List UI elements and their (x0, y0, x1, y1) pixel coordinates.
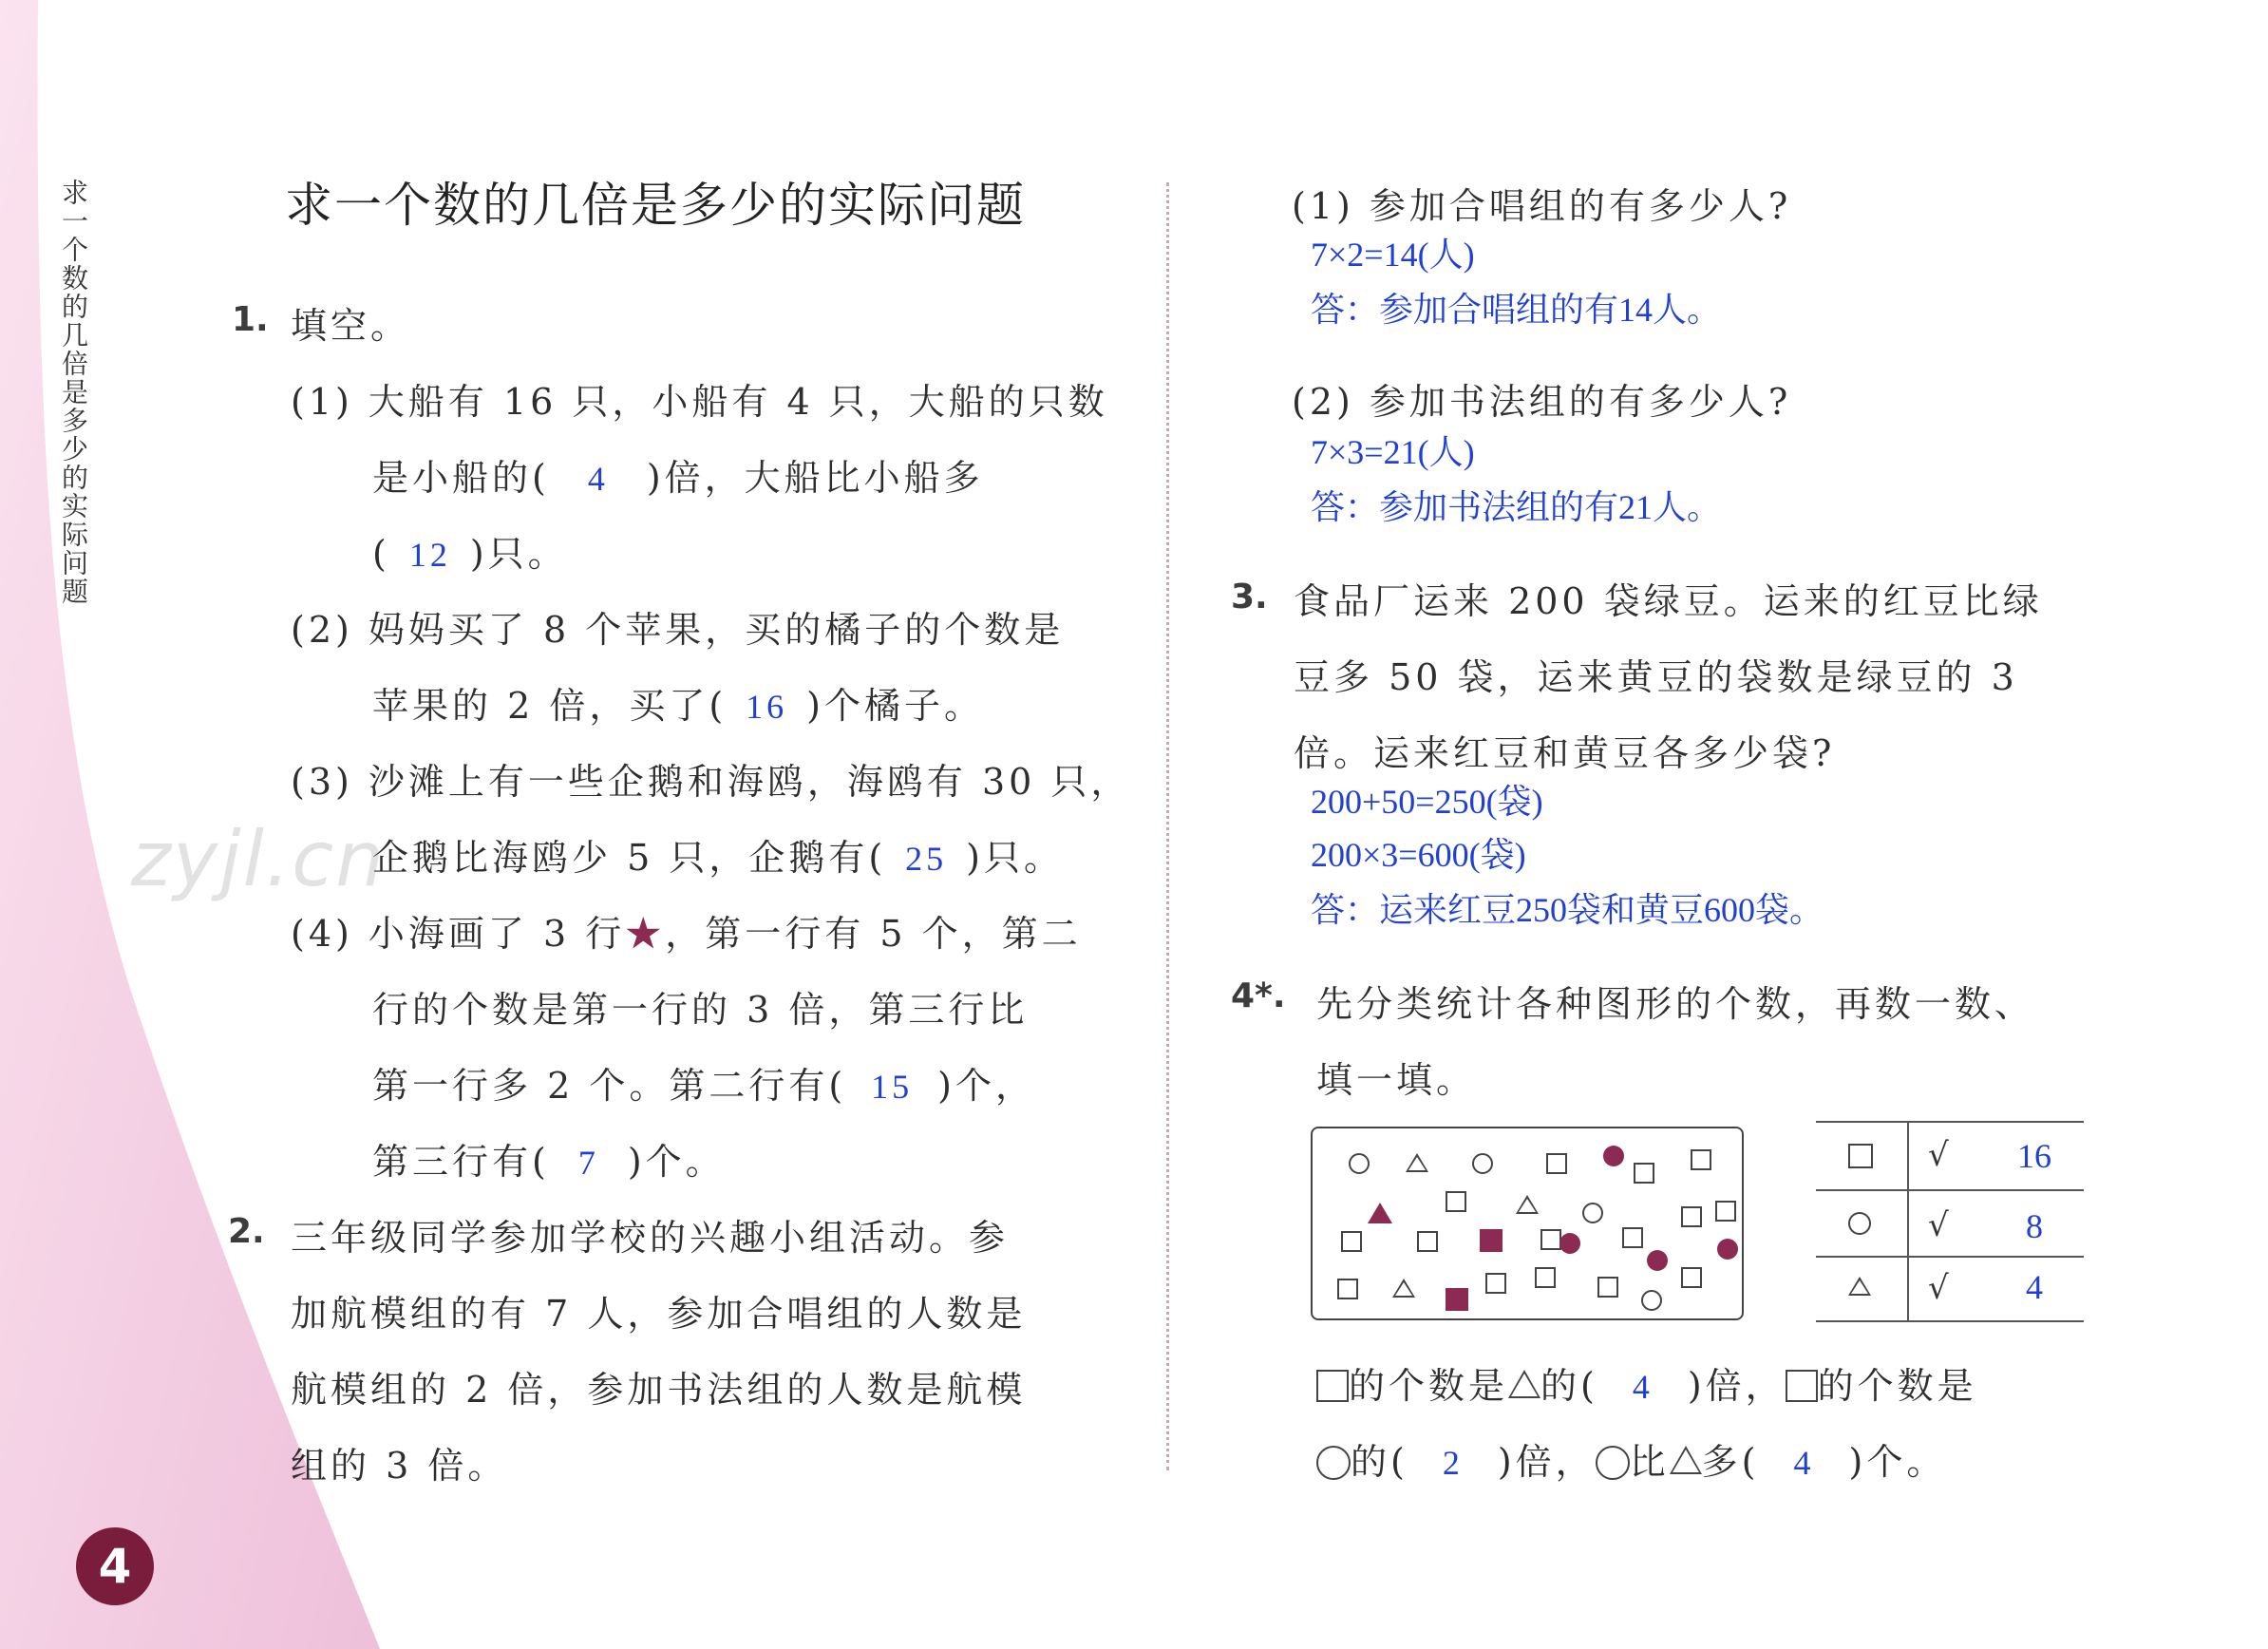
triangle-icon (1516, 1195, 1539, 1214)
q1-p2-line1: (2) 妈妈买了 8 个苹果，买的橘子的个数是 (291, 609, 1065, 651)
square-filled-icon (1480, 1229, 1503, 1252)
triangle-icon (1670, 1446, 1702, 1474)
check-icon: √ (1928, 1136, 1949, 1174)
circle-icon (1596, 1446, 1630, 1480)
q4-fill-line1 (1316, 1356, 1977, 1409)
q4-fill-line2 (1316, 1432, 1946, 1485)
q3-calc2: 200×3=600(袋) (1311, 836, 1526, 874)
q2-sub1-calc: 7×2=14(人) (1311, 236, 1475, 274)
circle-filled-icon (1717, 1239, 1738, 1260)
q3-calc1: 200+50=250(袋) (1311, 783, 1543, 821)
square-icon (1540, 1229, 1561, 1250)
circle-icon (1641, 1290, 1662, 1311)
circle-filled-icon (1603, 1146, 1624, 1166)
answer-blank: 4 (1632, 1368, 1654, 1406)
square-icon (1715, 1201, 1736, 1222)
q1-p2-line2 (372, 676, 984, 729)
answer-blank: 16 (746, 688, 788, 726)
q1-p4-line2: 行的个数是第一行的 3 倍，第三行比 (372, 989, 1029, 1031)
answer-blank: 4 (1793, 1444, 1815, 1482)
square-icon (1446, 1191, 1466, 1212)
q2-sub2-calc: 7×3=21(人) (1311, 433, 1475, 471)
square-icon (1786, 1370, 1818, 1402)
circle-icon (1349, 1153, 1370, 1174)
text: )倍， (1687, 1365, 1786, 1407)
q2-line: 加航模组的有 7 人，参加合唱组的人数是 (291, 1293, 1027, 1335)
q3-number: 3. (1231, 578, 1268, 616)
table-divider (1907, 1121, 1909, 1322)
text: )个。 (627, 1141, 726, 1183)
q2-line: 航模组的 2 倍，参加书法组的人数是航模 (291, 1369, 1027, 1411)
q2-sub2-question: (2) 参加书法组的有多少人? (1292, 381, 1792, 423)
q3-answer: 答：运来红豆250袋和黄豆600袋。 (1311, 891, 1824, 929)
triangle-count: 4 (2026, 1268, 2043, 1306)
q3-line: 倍。运来红豆和黄豆各多少袋? (1294, 732, 1836, 774)
answer-blank: 12 (408, 536, 451, 574)
text: )倍，大船比小船多 (646, 457, 984, 499)
q1-p4-line3 (372, 1056, 1035, 1109)
q4-line1: 先分类统计各种图形的个数，再数一数、 (1316, 983, 2035, 1025)
circle-count: 8 (2026, 1207, 2043, 1245)
watermark: zyjl.cn (131, 815, 386, 903)
text: 的个数是 (1349, 1365, 1509, 1407)
answer-blank: 4 (587, 460, 609, 498)
text: 比 (1629, 1441, 1670, 1483)
text: )只。 (469, 533, 568, 575)
tally-table (1816, 1121, 2084, 1322)
square-icon (1546, 1153, 1567, 1174)
circle-icon (1582, 1203, 1603, 1223)
square-icon (1485, 1273, 1506, 1294)
triangle-icon (1508, 1370, 1540, 1398)
q2-sub1-question: (1) 参加合唱组的有多少人? (1292, 185, 1792, 227)
square-icon (1691, 1149, 1711, 1170)
q3-line: 食品厂运来 200 袋绿豆。运来的红豆比绿 (1294, 580, 2043, 622)
square-icon (1848, 1144, 1873, 1168)
star-icon: ★ (625, 913, 666, 955)
q4-number: 4*. (1231, 976, 1286, 1015)
text: 的个数是 (1817, 1365, 1977, 1407)
triangle-filled-icon (1368, 1203, 1392, 1223)
text: 的( (1540, 1365, 1598, 1407)
text: 的( (1351, 1441, 1408, 1483)
square-filled-icon (1446, 1288, 1468, 1311)
circle-icon (1848, 1212, 1871, 1235)
text: ，第一行有 5 个，第二 (665, 913, 1082, 955)
triangle-icon (1848, 1277, 1871, 1296)
circle-filled-icon (1647, 1250, 1668, 1271)
text: )个。 (1848, 1441, 1947, 1483)
square-icon (1681, 1206, 1702, 1227)
check-icon: √ (1928, 1206, 1949, 1244)
square-icon (1337, 1279, 1358, 1299)
q1-heading: 填空。 (291, 305, 411, 347)
square-icon (1597, 1277, 1618, 1298)
answer-blank: 25 (905, 840, 948, 878)
q3-line: 豆多 50 袋，运来黄豆的袋数是绿豆的 3 (1294, 656, 2018, 698)
square-icon (1622, 1227, 1643, 1248)
circle-filled-icon (1559, 1233, 1580, 1254)
text: 第三行有( (372, 1141, 550, 1183)
text: )只。 (966, 837, 1064, 879)
q1-p4-line4 (372, 1132, 726, 1185)
page-number: 4 (76, 1527, 154, 1605)
circle-icon (1472, 1153, 1493, 1174)
table-rule (1816, 1256, 2084, 1258)
q1-p4-line1 (291, 904, 1082, 957)
square-icon (1634, 1163, 1654, 1184)
table-rule (1816, 1189, 2084, 1191)
text: )个橘子。 (806, 685, 984, 727)
q2-number: 2. (228, 1212, 265, 1251)
q1-number: 1. (232, 300, 269, 339)
text: 企鹅比海鸥少 5 只，企鹅有( (372, 837, 887, 879)
text: 第一行多 2 个。第二行有( (372, 1065, 847, 1107)
page-title: 求一个数的几倍是多少的实际问题 (285, 178, 1026, 233)
q1-p3-line2 (372, 828, 1064, 881)
text: )倍， (1497, 1441, 1596, 1483)
text: 是小船的( (372, 457, 550, 499)
q2-sub2-answer: 答：参加书法组的有21人。 (1311, 488, 1722, 526)
text: )个， (937, 1065, 1035, 1107)
text: 苹果的 2 倍，买了( (372, 685, 728, 727)
table-rule (1816, 1320, 2084, 1322)
table-rule (1816, 1121, 2084, 1123)
check-icon: √ (1928, 1269, 1949, 1307)
square-icon (1417, 1231, 1438, 1252)
answer-blank: 15 (871, 1068, 914, 1106)
square-icon (1316, 1370, 1349, 1402)
q1-p1-line1: (1) 大船有 16 只，小船有 4 只，大船的只数 (291, 381, 1108, 423)
q1-p3-line1: (3) 沙滩上有一些企鹅和海鸥，海鸥有 30 只， (291, 761, 1131, 803)
q2-sub1-answer: 答：参加合唱组的有14人。 (1311, 291, 1722, 329)
square-icon (1535, 1267, 1556, 1288)
q2-line: 三年级同学参加学校的兴趣小组活动。参 (291, 1217, 1010, 1259)
text: ( (372, 533, 390, 575)
answer-blank: 2 (1442, 1444, 1464, 1482)
square-icon (1681, 1267, 1702, 1288)
triangle-icon (1406, 1153, 1428, 1172)
text: (4) 小海画了 3 行 (291, 913, 626, 955)
column-divider (1166, 182, 1169, 1470)
q1-p1-line2 (372, 448, 984, 501)
triangle-icon (1392, 1279, 1415, 1298)
square-icon (1341, 1231, 1362, 1252)
answer-blank: 7 (577, 1144, 599, 1182)
q2-line: 组的 3 倍。 (291, 1445, 508, 1487)
text: 多( (1701, 1441, 1760, 1483)
circle-icon (1316, 1446, 1351, 1480)
shapes-picture (1311, 1127, 1744, 1320)
square-count: 16 (2017, 1137, 2051, 1175)
q1-p1-line3 (372, 524, 568, 577)
sidebar-vertical-title: 求一个数的几倍是多少的实际问题 (58, 179, 89, 606)
q4-line2: 填一填。 (1316, 1059, 1477, 1101)
